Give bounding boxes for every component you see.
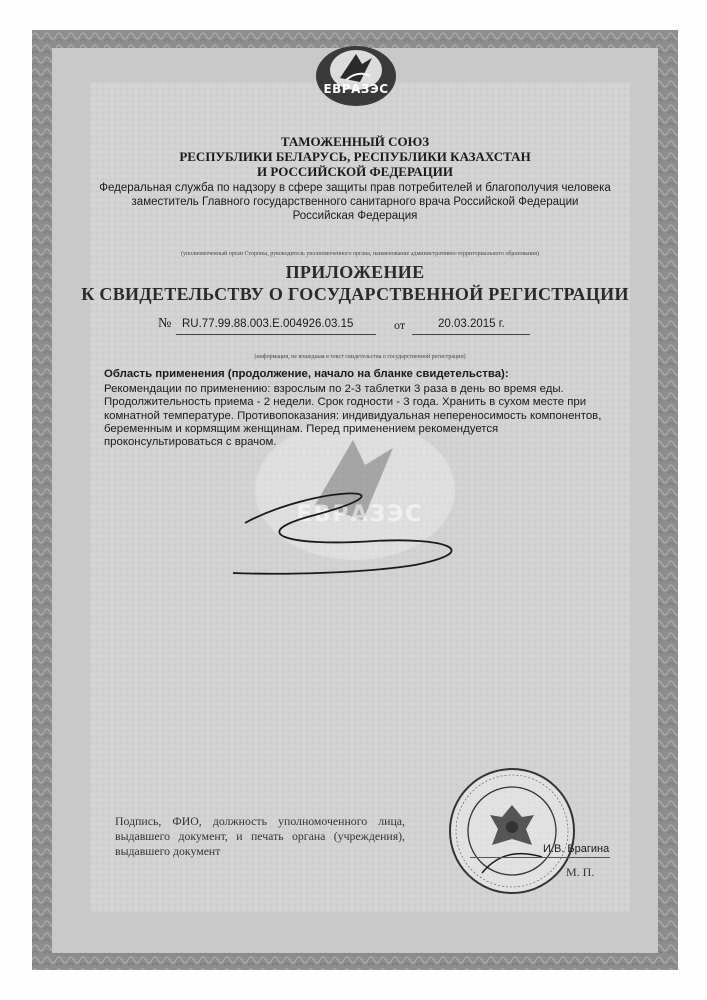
header-line-3: И РОССИЙСКОЙ ФЕДЕРАЦИИ	[257, 164, 453, 179]
title-line-2: К СВИДЕТЕЛЬСТВУ О ГОСУДАРСТВЕННОЙ РЕГИСТРАЦИИ	[81, 284, 629, 304]
logo-text: ЕВРАЗЭС	[323, 82, 389, 96]
authority-line-1: Федеральная служба по надзору в сфере защиты прав потребителей и благополучия человека	[99, 182, 611, 194]
signature-underline	[470, 857, 610, 858]
header-line-2: РЕСПУБЛИКИ БЕЛАРУСЬ, РЕСПУБЛИКИ КАЗАХСТАН	[179, 149, 531, 164]
watermark-text: ЕВРАЗЭС	[296, 502, 424, 527]
authority-line-2: заместитель Главного государственного санитарного врача Российской Федерации	[131, 196, 579, 208]
registration-row	[0, 316, 707, 336]
stamp-place-label: М. П.	[566, 865, 595, 879]
signer-name: И.В. Брагина	[543, 843, 610, 855]
signature-caption: Подпись, ФИО, должность уполномоченного лица, выдавшего документ, и печать органа (учреждения), выдавшего документ	[115, 814, 405, 858]
title-line-1: ПРИЛОЖЕНИЕ	[285, 262, 425, 282]
evrazes-logo	[306, 40, 406, 110]
registration-date: 20.03.2015 г.	[438, 318, 505, 330]
authority-caption: (уполномоченный орган Стороны, руководитель уполномоченного органа, наименование административно-территориального образования)	[181, 251, 539, 257]
number-underline	[176, 334, 376, 335]
date-underline	[412, 334, 530, 335]
application-heading: Область применения (продолжение, начало на бланке свидетельства):	[104, 368, 509, 380]
application-text: Рекомендации по применению: взрослым по 2-3 таблетки 3 раза в день во время еды. Продолжительность приема - 2 недели. Срок годности - 3 года. Хранить в сухом месте при комнатной температуре. Противопоказания: индивидуальная непереносимость компонентов, беременным и кормящим женщинам. Перед применением рекомендуется проконсультироваться с врачом.	[104, 383, 602, 449]
from-label: от	[394, 318, 406, 332]
cancellation-z-line	[225, 455, 485, 580]
authority-line-3: Российская Федерация	[292, 210, 418, 222]
registration-caption: (информация, не вошедшая в текст свидетельства о государственной регистрации)	[254, 354, 466, 360]
registration-number: RU.77.99.88.003.E.004926.03.15	[182, 318, 354, 330]
number-sign-label: №	[158, 316, 172, 331]
header-line-1: ТАМОЖЕННЫЙ СОЮЗ	[280, 134, 430, 149]
application-area	[104, 368, 604, 449]
official-seal	[446, 765, 578, 897]
